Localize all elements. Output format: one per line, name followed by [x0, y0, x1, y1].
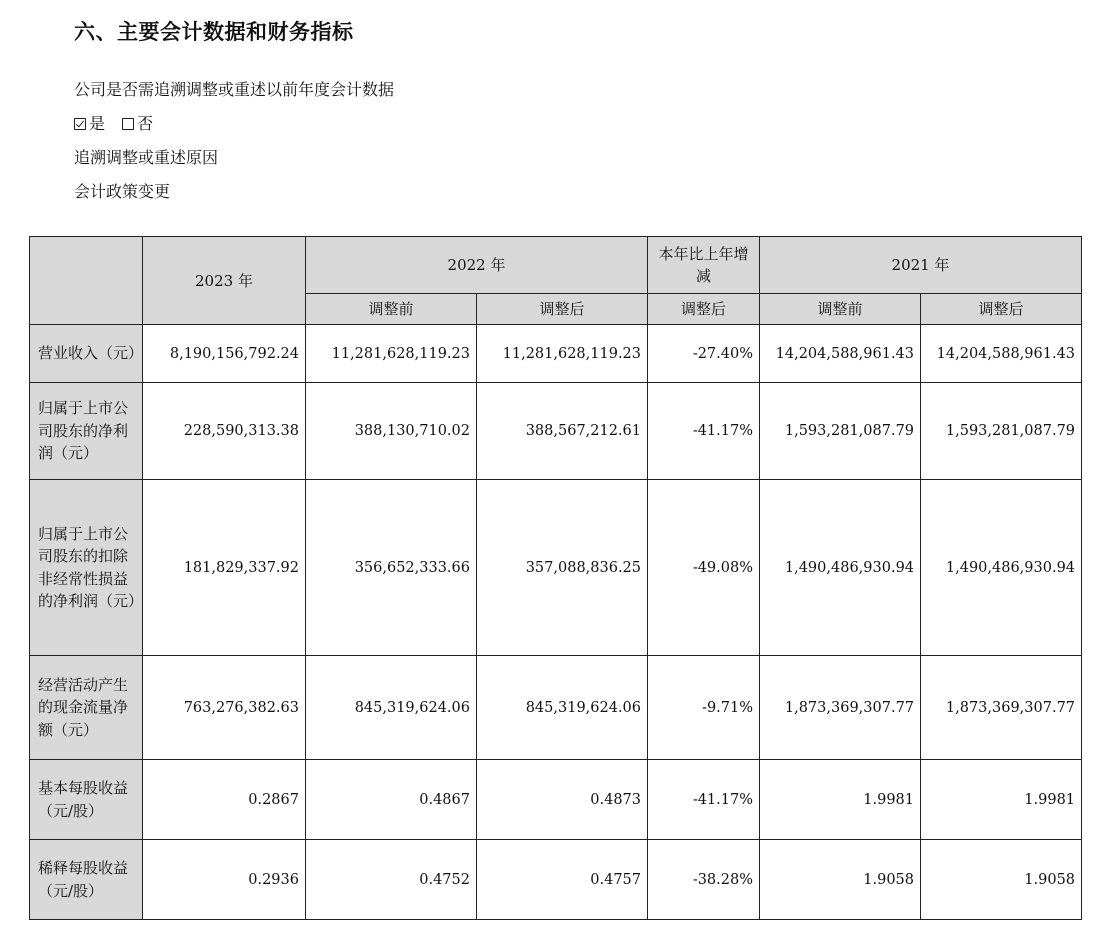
restatement-question: 公司是否需追溯调整或重述以前年度会计数据 — [74, 80, 395, 99]
cell-2022-before: 0.4867 — [306, 760, 477, 840]
cell-yoy: -38.28% — [648, 840, 760, 920]
financial-indicators-table — [29, 236, 1082, 920]
cell-yoy: -49.08% — [648, 480, 760, 656]
cell-2022-after: 0.4757 — [477, 840, 648, 920]
cell-2022-before: 356,652,333.66 — [306, 480, 477, 656]
header-2022-after: 调整后 — [477, 294, 648, 325]
cell-2021-before: 1.9981 — [760, 760, 921, 840]
section-heading: 六、主要会计数据和财务指标 — [74, 20, 354, 44]
table-row — [30, 325, 1082, 383]
reason-value: 会计政策变更 — [74, 182, 171, 201]
cell-2021-before: 1,873,369,307.77 — [760, 656, 921, 760]
cell-yoy: -27.40% — [648, 325, 760, 383]
cell-2021-before: 1.9058 — [760, 840, 921, 920]
table-row — [30, 760, 1082, 840]
cell-2023: 0.2936 — [143, 840, 306, 920]
cell-2021-after: 1,490,486,930.94 — [921, 480, 1082, 656]
reason-label: 追溯调整或重述原因 — [74, 148, 219, 167]
cell-2023: 763,276,382.63 — [143, 656, 306, 760]
cell-2023: 0.2867 — [143, 760, 306, 840]
row-label-diluted-eps: 稀释每股收益（元/股） — [30, 840, 143, 920]
row-label-deducted-net-profit: 归属于上市公司股东的扣除非经常性损益的净利润（元） — [30, 480, 143, 656]
header-corner-cell — [30, 237, 143, 325]
option-no[interactable] — [122, 113, 153, 135]
cell-2021-after: 1,873,369,307.77 — [921, 656, 1082, 760]
table-row — [30, 480, 1082, 656]
header-2021-after: 调整后 — [921, 294, 1082, 325]
header-yoy-after: 调整后 — [648, 294, 760, 325]
table-row — [30, 656, 1082, 760]
cell-yoy: -41.17% — [648, 760, 760, 840]
cell-2021-after: 1.9058 — [921, 840, 1082, 920]
empty-checkbox-icon[interactable] — [122, 118, 134, 130]
cell-2021-before: 14,204,588,961.43 — [760, 325, 921, 383]
table-row — [30, 383, 1082, 480]
header-year-2023: 2023 年 — [143, 237, 306, 325]
cell-2021-after: 1,593,281,087.79 — [921, 383, 1082, 480]
checked-checkbox-icon[interactable] — [74, 118, 86, 130]
cell-2022-before: 388,130,710.02 — [306, 383, 477, 480]
restatement-options — [74, 113, 153, 136]
row-label-net-profit: 归属于上市公司股东的净利润（元） — [30, 383, 143, 480]
row-label-revenue: 营业收入（元） — [30, 325, 143, 383]
cell-2023: 181,829,337.92 — [143, 480, 306, 656]
cell-2022-before: 11,281,628,119.23 — [306, 325, 477, 383]
cell-2022-before: 0.4752 — [306, 840, 477, 920]
row-label-operating-cash-flow: 经营活动产生的现金流量净额（元） — [30, 656, 143, 760]
cell-2021-before: 1,593,281,087.79 — [760, 383, 921, 480]
cell-2021-after: 1.9981 — [921, 760, 1082, 840]
table-header-row — [30, 237, 1082, 294]
cell-2023: 228,590,313.38 — [143, 383, 306, 480]
cell-2021-after: 14,204,588,961.43 — [921, 325, 1082, 383]
cell-2023: 8,190,156,792.24 — [143, 325, 306, 383]
cell-2022-after: 0.4873 — [477, 760, 648, 840]
header-yoy-change: 本年比上年增减 — [648, 237, 760, 294]
table-row — [30, 840, 1082, 920]
cell-2022-after: 845,319,624.06 — [477, 656, 648, 760]
header-2022-before: 调整前 — [306, 294, 477, 325]
cell-yoy: -9.71% — [648, 656, 760, 760]
cell-2022-after: 388,567,212.61 — [477, 383, 648, 480]
header-year-2022: 2022 年 — [306, 237, 648, 294]
cell-2022-after: 11,281,628,119.23 — [477, 325, 648, 383]
cell-2022-before: 845,319,624.06 — [306, 656, 477, 760]
cell-2021-before: 1,490,486,930.94 — [760, 480, 921, 656]
cell-2022-after: 357,088,836.25 — [477, 480, 648, 656]
option-no-label: 否 — [137, 114, 154, 133]
row-label-basic-eps: 基本每股收益（元/股） — [30, 760, 143, 840]
header-year-2021: 2021 年 — [760, 237, 1082, 294]
cell-yoy: -41.17% — [648, 383, 760, 480]
header-2021-before: 调整前 — [760, 294, 921, 325]
option-yes[interactable] — [74, 113, 105, 135]
option-yes-label: 是 — [89, 114, 106, 133]
